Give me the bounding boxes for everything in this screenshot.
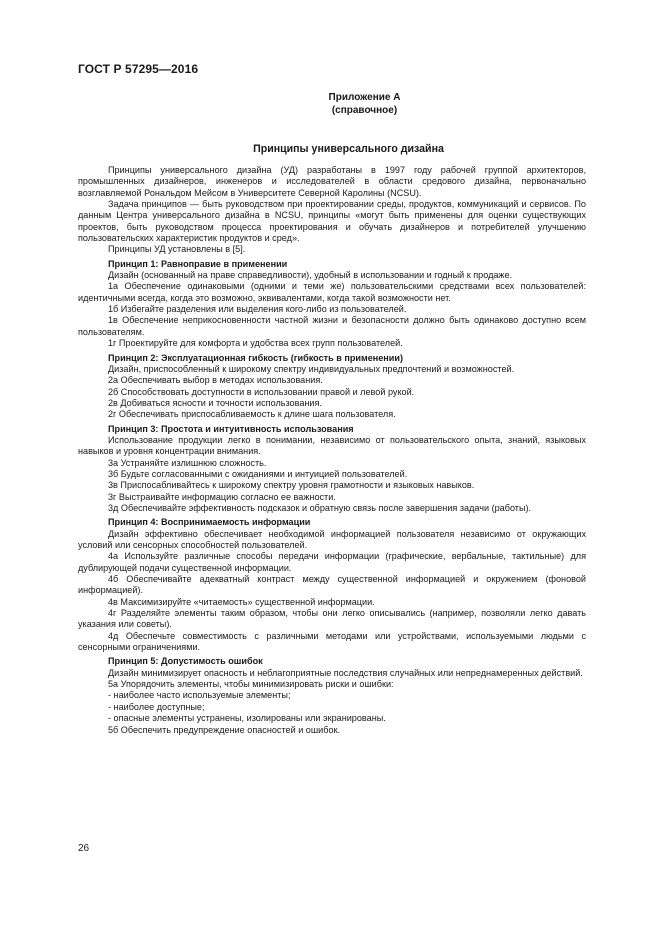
paragraph: 3в Приспосабливайтесь к широкому спектру уровня грамотности и языковых навыков. (108, 480, 475, 491)
paragraph: 4б Обеспечивайте адекватный контраст между существенной информацией и окружением (фоновой информацией). (78, 574, 586, 596)
paragraph: 3д Обеспечивайте эффективность подсказок и обратную связь после завершения задачи (работы). (108, 502, 532, 513)
paragraph: 1г Проектируйте для комфорта и удобства всех групп пользователей. (108, 338, 403, 349)
paragraph: 4д Обеспечьте совместимость с различными методами или устройствами, используемыми людьми с сенсорными ограничениями. (78, 630, 586, 653)
principle-heading: Принцип 1: Равноправие в применении (108, 258, 288, 269)
paragraph: Дизайн эффективно обеспечивает необходимой информацией пользователя независимо от окружающих условий или сенсорных способностей пользователей. (78, 528, 586, 550)
list-item: - наиболее часто используемые элементы; (108, 690, 291, 701)
paragraph: Дизайн, приспособленный к широкому спектру индивидуальных предпочтений и возможностей. (108, 363, 515, 374)
paragraph: 4а Используйте различные способы передачи информации (графические, вербальные, тактильные) для дублирующей подачи существенной информации. (78, 551, 586, 573)
paragraph: 2б Способствовать доступности в использовании правой и левой рукой. (108, 386, 415, 397)
paragraph: 1а Обеспечение одинаковыми (одними и теми же) пользовательскими средствами всех пользователей: идентичными всегда, когда это возможно, эквивалентами, когда такой возможности нет. (78, 281, 586, 303)
section-title: Принципы универсального дизайна (253, 143, 444, 155)
document-body (78, 165, 586, 736)
list-item: - наиболее доступные; (108, 701, 205, 712)
paragraph: 2г Обеспечивать приспосабливаемость к длине шага пользователя. (108, 409, 396, 420)
paragraph: 3а Устраняйте излишнюю сложность. (108, 457, 267, 468)
paragraph: 3б Будьте согласованными с ожиданиями и интуицией пользователей. (108, 468, 408, 479)
paragraph: 1б Избегайте разделения или выделения кого-либо из пользователей. (108, 304, 407, 315)
paragraph: 2а Обеспечивать выбор в методах использования. (108, 375, 323, 386)
paragraph: 3г Выстраивайте информацию согласно ее важности. (108, 491, 336, 502)
paragraph: Дизайн (основанный на праве справедливости), удобный в использовании и годный к продаже. (108, 270, 513, 281)
page-number: 26 (78, 843, 90, 854)
paragraph: Принципы универсального дизайна (УД) разработаны в 1997 году рабочей группой архитекторов, промышленных дизайнеров, инженеров и исследователей в области средового дизайна, первоначально возглавляемой Рональдом Мейсом в Университете Северной Каролины (NCSU). (78, 165, 586, 198)
paragraph: Принципы УД установлены в [5]. (108, 244, 246, 255)
appendix-title: Приложение А (328, 92, 401, 103)
appendix-subtitle: (справочное) (331, 105, 398, 116)
paragraph: 4в Максимизируйте «читаемость» существенной информации. (108, 596, 375, 607)
paragraph: 5б Обеспечить предупреждение опасностей и ошибок. (108, 724, 341, 735)
paragraph: Использование продукции легко в понимании, независимо от пользовательского опыта, знаний, языковых навыков и уровня концентрации внимания. (78, 434, 586, 457)
principle-heading: Принцип 4: Воспринимаемость информации (108, 517, 311, 528)
paragraph: Дизайн минимизирует опасность и неблагоприятные последствия случайных или непреднамеренных действий. (108, 667, 583, 678)
paragraph: 5а Упорядочить элементы, чтобы минимизировать риски и ошибки: (108, 679, 394, 690)
paragraph: 2в Добиваться ясности и точности использования. (108, 397, 322, 408)
principle-heading: Принцип 2: Эксплуатационная гибкость (гибкость в применении) (108, 352, 404, 363)
list-item: - опасные элементы устранены, изолированы или экранированы. (108, 713, 386, 724)
principle-heading: Принцип 5: Допустимость ошибок (108, 656, 263, 667)
principle-heading: Принцип 3: Простота и интуитивность использования (108, 423, 354, 434)
paragraph: Задача принципов — быть руководством при проектировании среды, продуктов, коммуникаций и сервисов. По данным Центра универсального дизайна в NCSU, принципы «могут быть применены для оценки существующих проектов, быть руководством процесса проектирования и обучать дизайнеров и потребителей улучшению пользовательских характеристик продуктов и сред». (78, 199, 586, 244)
standard-code: ГОСТ Р 57295—2016 (78, 62, 199, 76)
paragraph: 4г Разделяйте элементы таким образом, чтобы они легко описывались (например, позволяли легко давать указания или советы). (78, 608, 586, 630)
paragraph: 1в Обеспечение неприкосновенности частной жизни и безопасности должно быть одинаково доступно всем пользователям. (78, 315, 586, 337)
